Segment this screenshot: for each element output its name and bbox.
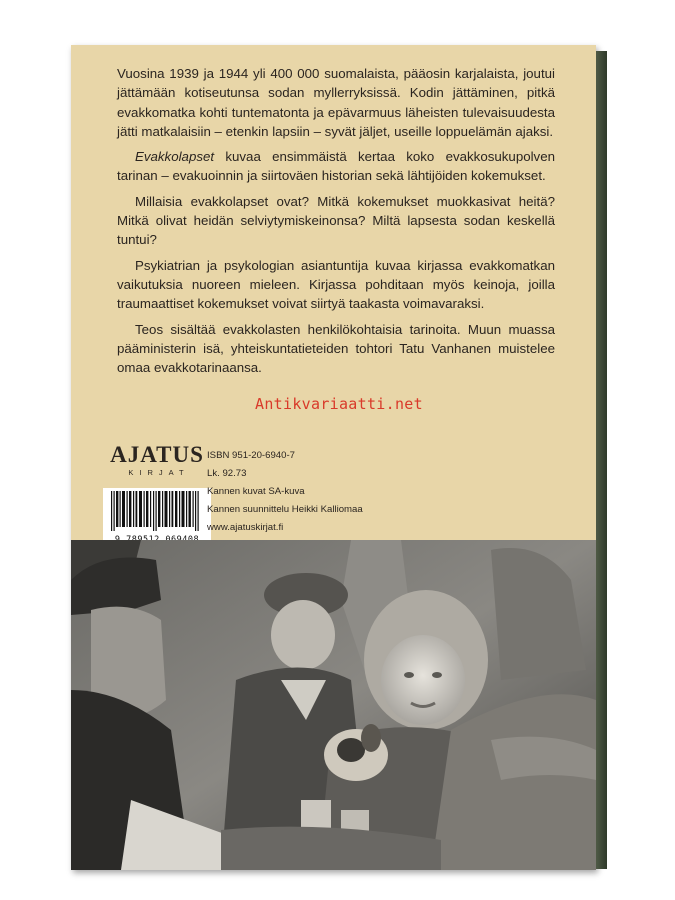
blurb-paragraph-3: Millaisia evakkolapset ovat? Mitkä kokemukset muokkasivat heitä? Mitkä olivat heidän selviytymiskeinonsa? Miltä lapsesta sodan keskellä tuntui? (117, 193, 555, 248)
publisher-logo (107, 443, 207, 477)
seller-watermark: Antikvariaatti.net (255, 395, 423, 413)
blurb-paragraph-2 (117, 147, 555, 186)
publication-info (207, 447, 363, 537)
photo-illustration (71, 540, 596, 870)
back-cover-blurb (117, 64, 555, 383)
publisher-subtitle: KIRJAT (128, 468, 190, 477)
book-spine-edge (596, 51, 607, 869)
design-credit-text: Kannen suunnittelu Heikki Kalliomaa (207, 504, 363, 515)
publisher-website-text: www.ajatuskirjat.fi (207, 522, 284, 533)
barcode-bars (109, 491, 205, 531)
blurb-paragraph-1: Vuosina 1939 ja 1944 yli 400 000 suomalaista, pääosin karjalaista, joutui jättämään kotiseutunsa sodan myllerryksissä. Kodin jättäminen, pitkä evakkomatka kohti tuntematonta ja epävarmuus läheisten tulevaisuudesta jätti matkalaisiin – etenkin lapsiin – syvät jäljet, useille loppuelämän ajaksi. (117, 66, 555, 139)
blurb-paragraph-4: Psykiatrian ja psykologian asiantuntija kuvaa kirjassa evakkomatkan vaikutuksia nuoreen mieleen. Kirjassa pohditaan myös keinoja, joilla traumaattiset kokemukset voivat siirtyä taakasta voimavaraksi. (117, 257, 555, 312)
book-title-inline: Evakkolapset (135, 149, 215, 165)
blurb-paragraph-5: Teos sisältää evakkolasten henkilökohtaisia tarinoita. Muun muassa pääministerin isä, yhteiskuntatieteiden tohtori Tatu Vanhanen muistelee omaa evakkotarinaansa. (117, 321, 555, 376)
blurb-paragraph-2-text: kuvaa ensimmäistä kertaa koko evakkosukupolven tarinan – evakuoinnin ja siirtoväen historian sekä lähtijöiden kokemukset. (117, 149, 555, 184)
cover-photo-evacuee-child (71, 540, 596, 870)
isbn-text: ISBN 951-20-6940-7 (207, 450, 295, 461)
photo-credit-text: Kannen kuvat SA-kuva (207, 486, 305, 497)
library-class-text: Lk. 92.73 (207, 468, 247, 479)
book-back-cover (71, 45, 596, 870)
publisher-name: AJATUS (110, 442, 204, 467)
isbn-barcode (103, 488, 211, 546)
